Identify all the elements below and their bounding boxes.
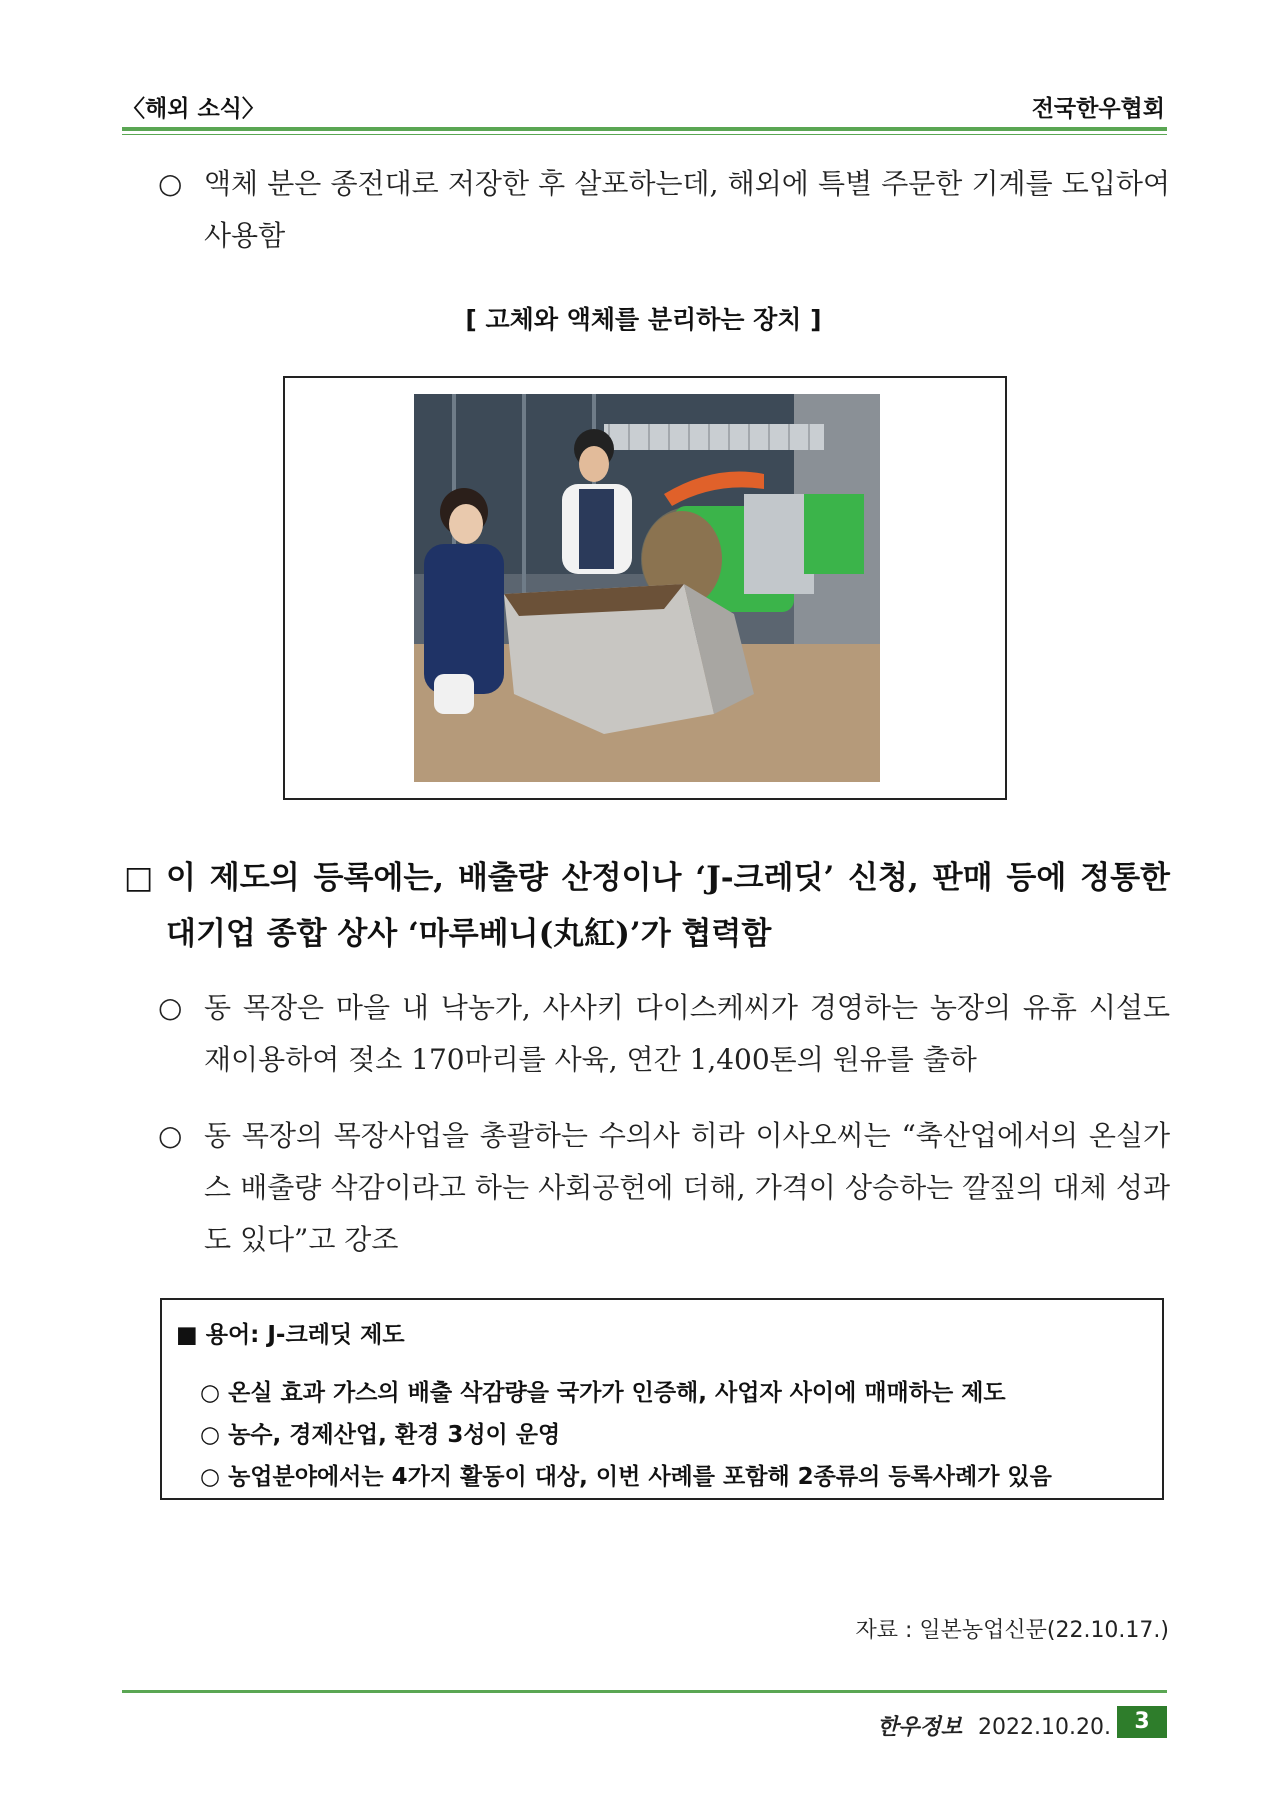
page-number-badge: 3	[1117, 1706, 1167, 1738]
glossary-item: ○ 온실 효과 가스의 배출 삭감량을 국가가 인증해, 사업자 사이에 매매하는 제도	[200, 1380, 1006, 1406]
paragraph-text: 동 목장의 목장사업을 총괄하는 수의사 히라 이사오씨는 “축산업에서의 온실가스 배출량 삭감이라고 하는 사회공헌에 더해, 가격이 상승하는 깔짚의 대체 성과도 있다”고 강조	[204, 1119, 1170, 1256]
figure-frame	[283, 376, 1007, 800]
bullet-circle: ○	[158, 1119, 183, 1152]
bullet-circle: ○	[158, 991, 183, 1024]
header-rule-thin	[122, 134, 1167, 135]
source-citation: 자료 : 일본농업신문(22.10.17.)	[855, 1618, 1169, 1643]
paragraph-veterinarian-quote	[158, 1110, 1170, 1266]
separator-machine-photo	[414, 394, 880, 782]
header-org-name: 전국한우협회	[1031, 96, 1165, 122]
header-section-label: 〈해외 소식〉	[122, 96, 265, 122]
section-heading-registration	[124, 850, 1170, 962]
glossary-item: ○ 농업분야에서는 4가지 활동이 대상, 이번 사례를 포함해 2종류의 등록사례가 있음	[200, 1464, 1052, 1490]
paragraph-liquid-manure	[158, 158, 1170, 262]
glossary-title: ■ 용어: J-크레딧 제도	[176, 1322, 405, 1348]
header-rule	[122, 127, 1167, 131]
section-heading-text: 이 제도의 등록에는, 배출량 산정이나 ‘J-크레딧’ 신청, 판매 등에 정통한 대기업 종합 상사 ‘마루베니(丸紅)’가 협력함	[166, 860, 1170, 952]
paragraph-text: 동 목장은 마을 내 낙농가, 사사키 다이스케씨가 경영하는 농장의 유휴 시설도 재이용하여 젖소 170마리를 사육, 연간 1,400톤의 원유를 출하	[204, 991, 1170, 1076]
glossary-item: ○ 농수, 경제산업, 환경 3성이 운영	[200, 1422, 561, 1448]
figure-caption: [ 고체와 액체를 분리하는 장치 ]	[465, 305, 822, 334]
footer-brand: 한우정보	[877, 1715, 963, 1740]
paragraph-farm-overview	[158, 982, 1170, 1086]
footer-info	[877, 1710, 1111, 1741]
footer-rule	[122, 1690, 1167, 1693]
glossary-box	[160, 1298, 1164, 1500]
bullet-circle: ○	[158, 167, 183, 200]
paragraph-text: 액체 분은 종전대로 저장한 후 살포하는데, 해외에 특별 주문한 기계를 도입하여 사용함	[204, 167, 1170, 252]
footer-date: 2022.10.20.	[978, 1715, 1111, 1740]
bullet-square: □	[124, 860, 154, 896]
